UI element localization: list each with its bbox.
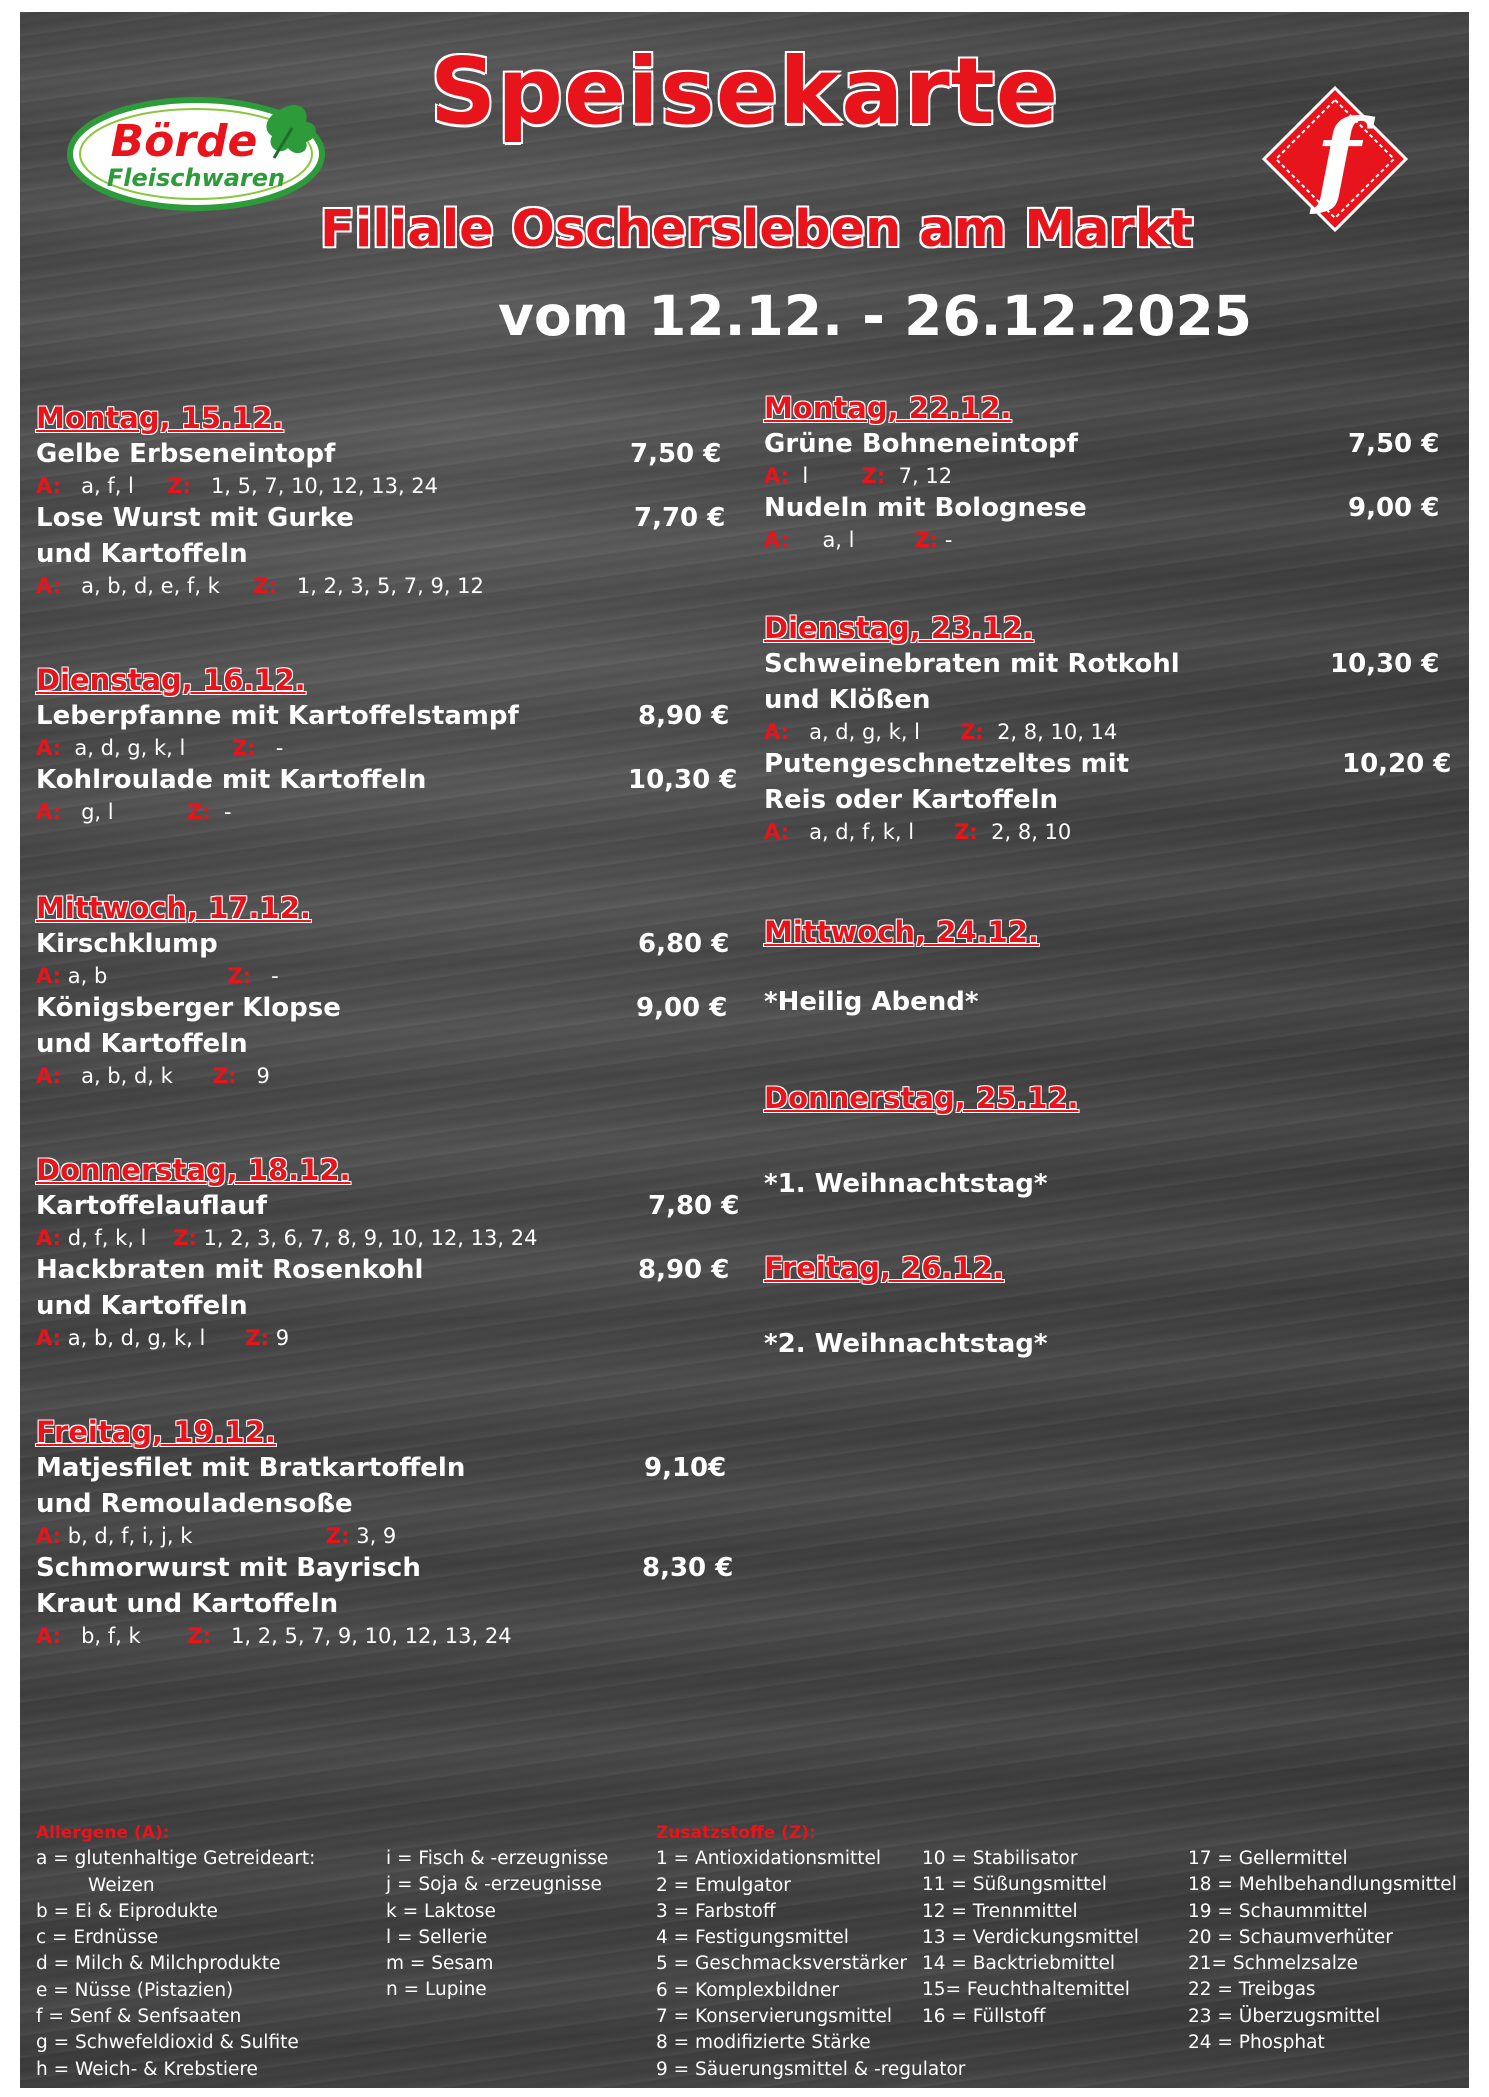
- dish-price: 8,90 €: [638, 701, 730, 731]
- dish-price: 10,30 €: [1330, 649, 1440, 679]
- legend-line: 19 = Schaummittel: [1188, 1900, 1368, 1922]
- legend-line: a = glutenhaltige Getreideart:: [36, 1848, 316, 1870]
- legend-line: 4 = Festigungsmittel: [656, 1927, 849, 1949]
- dish-name: Schweinebraten mit Rotkohl und Klößen: [764, 649, 1180, 715]
- legend-line: 12 = Trennmittel: [922, 1900, 1078, 1922]
- dish-name: Königsberger Klopse und Kartoffeln: [36, 993, 341, 1059]
- dish-name: Kartoffelauflauf: [36, 1191, 268, 1221]
- dish-codes: A: a, d, g, k, l Z: 2, 8, 10, 14: [764, 720, 1118, 744]
- dish-name: Leberpfanne mit Kartoffelstampf: [36, 701, 519, 731]
- day-block: [764, 610, 1464, 846]
- day-block: [36, 1152, 740, 1352]
- dish-price: 8,30 €: [642, 1553, 734, 1583]
- menu-board: [20, 12, 1469, 2088]
- dish: [36, 990, 736, 1062]
- legend-line: j = Soja & -erzeugnisse: [386, 1874, 602, 1896]
- dish-name: Putengeschnetzeltes mit Reis oder Kartoffeln: [764, 749, 1130, 815]
- dish-codes: A: b, f, k Z: 1, 2, 5, 7, 9, 10, 12, 13, 24: [36, 1624, 512, 1648]
- day-title: Mittwoch, 17.12.: [36, 891, 311, 925]
- dish-name: Grüne Bohneneintopf: [764, 429, 1078, 459]
- allergen-codes: a, d, g, k, l: [809, 720, 921, 744]
- legend-line: 8 = modifizierte Stärke: [656, 2032, 871, 2054]
- legend-line: 6 = Komplexbildner: [656, 1979, 839, 2001]
- additive-codes: -: [224, 800, 232, 824]
- legend-line: 17 = Gellermittel: [1188, 1848, 1348, 1869]
- additive-codes: -: [944, 528, 953, 552]
- boerde-logo-text: Börde: [110, 116, 258, 167]
- additive-legend-col2: [922, 1846, 1139, 2030]
- legend-line: f = Senf & Senfsaaten: [36, 2006, 242, 2028]
- holiday-note: *2. Weihnachtstag*: [764, 1329, 1048, 1359]
- legend-line: i = Fisch & -erzeugnisse: [386, 1848, 609, 1869]
- legend-line: 24 = Phosphat: [1188, 2032, 1325, 2054]
- dish: [36, 500, 736, 572]
- date-range: vom 12.12. - 26.12.2025: [498, 284, 1253, 348]
- day-block: [764, 914, 1464, 1020]
- additive-codes: 9: [275, 1326, 290, 1350]
- allergen-legend-col2: [386, 1846, 608, 2004]
- additive-codes: 1, 5, 7, 10, 12, 13, 24: [210, 474, 439, 498]
- allergen-codes: a, d, f, k, l: [809, 820, 915, 844]
- additive-codes: 3, 9: [356, 1524, 397, 1548]
- allergen-legend-title: Allergene (A):: [36, 1823, 170, 1843]
- allergen-codes: a, f, l: [81, 474, 134, 498]
- dish-name: Schmorwurst mit Bayrisch Kraut und Kartoffeln: [36, 1553, 421, 1619]
- f-logo-letter: f: [1315, 96, 1361, 219]
- day-title: Dienstag, 23.12.: [764, 611, 1034, 645]
- legend-line: h = Weich- & Krebstiere: [36, 2058, 258, 2080]
- dish: [36, 1450, 736, 1522]
- additive-codes: 9: [256, 1064, 270, 1088]
- legend-line: 16 = Füllstoff: [922, 2005, 1046, 2027]
- additive-legend-title: Zusatzstoffe (Z):: [656, 1823, 816, 1843]
- legend-line: b = Ei & Eiprodukte: [36, 1900, 218, 1922]
- dish-codes: A: l Z: 7, 12: [764, 464, 953, 488]
- dish: [764, 646, 1464, 718]
- additive-codes: -: [275, 736, 284, 760]
- legend-line: 3 = Farbstoff: [656, 1900, 776, 1922]
- additive-legend-col3: [1188, 1846, 1457, 2056]
- legend-line: g = Schwefeldioxid & Sulfite: [36, 2032, 299, 2054]
- additive-codes: 1, 2, 5, 7, 9, 10, 12, 13, 24: [231, 1624, 512, 1648]
- dish-price: 8,90 €: [638, 1255, 730, 1285]
- dish-codes: A: a, b, d, g, k, l Z: 9: [36, 1326, 290, 1350]
- dish: [36, 698, 736, 734]
- dish-price: 9,00 €: [636, 993, 728, 1023]
- allergen-codes: a, l: [822, 528, 855, 552]
- legend-line: c = Erdnüsse: [36, 1927, 159, 1949]
- legend-line: 7 = Konservierungsmittel: [656, 2006, 893, 2028]
- allergen-codes: a, b: [67, 964, 108, 988]
- dish-price: 9,00 €: [1348, 493, 1440, 523]
- legend-line: 22 = Treibgas: [1188, 1979, 1316, 2001]
- allergen-codes: a, b, d, k: [81, 1064, 173, 1088]
- dish-codes: A: g, l Z: -: [36, 800, 232, 824]
- allergen-codes: a, b, d, e, f, k: [81, 574, 220, 598]
- day-title: Dienstag, 16.12.: [36, 663, 306, 697]
- allergen-codes: g, l: [81, 800, 114, 824]
- legend-line: 2 = Emulgator: [656, 1874, 791, 1896]
- allergen-legend: [36, 1820, 315, 2083]
- legend-line: e = Nüsse (Pistazien): [36, 1979, 234, 2001]
- allergen-codes: a, d, g, k, l: [74, 736, 186, 760]
- dish-name: Matjesfilet mit Bratkartoffeln und Remouladensoße: [36, 1453, 466, 1519]
- day-block: [36, 1414, 736, 1650]
- holiday-note: *Heilig Abend*: [764, 987, 979, 1017]
- allergen-codes: a, b, d, g, k, l: [67, 1326, 206, 1350]
- dish-codes: A: a, b Z: -: [36, 964, 279, 988]
- dish: [36, 1252, 736, 1324]
- dish-name: Kohlroulade mit Kartoffeln: [36, 765, 427, 795]
- day-block: [764, 390, 1464, 554]
- legend-line: 14 = Backtriebmittel: [922, 1953, 1116, 1975]
- additive-codes: -: [271, 964, 279, 988]
- branch-subtitle: Filiale Oschersleben am Markt: [320, 200, 1194, 259]
- dish-name: Hackbraten mit Rosenkohl und Kartoffeln: [36, 1255, 424, 1321]
- dish-codes: A: b, d, f, i, j, k Z: 3, 9: [36, 1524, 397, 1548]
- page-title: Speisekarte: [429, 38, 1060, 145]
- additive-codes: 2, 8, 10: [991, 820, 1072, 844]
- boerde-logo-subtext: Fleischwaren: [106, 164, 286, 192]
- legend-line: 11 = Süßungsmittel: [922, 1874, 1107, 1896]
- additive-codes: 7, 12: [898, 464, 953, 488]
- dish-codes: A: a, l Z: -: [764, 528, 953, 552]
- day-title: Donnerstag, 25.12.: [764, 1081, 1079, 1115]
- allergen-codes: b, d, f, i, j, k: [67, 1524, 193, 1548]
- day-title: Freitag, 26.12.: [764, 1251, 1004, 1285]
- legend-line: n = Lupine: [386, 1979, 487, 2001]
- dish-price: 7,70 €: [634, 503, 726, 533]
- day-block: [764, 1080, 1464, 1202]
- allergen-codes: b, f, k: [81, 1624, 141, 1648]
- dish-codes: A: d, f, k, l Z: 1, 2, 3, 6, 7, 8, 9, 10, 12, 13, 24: [36, 1226, 538, 1250]
- dish: [764, 490, 1464, 526]
- day-title: Donnerstag, 18.12.: [36, 1153, 351, 1187]
- dish-name: Lose Wurst mit Gurke und Kartoffeln: [36, 503, 354, 569]
- dish-codes: A: a, d, f, k, l Z: 2, 8, 10: [764, 820, 1072, 844]
- dish: [764, 426, 1464, 462]
- additive-codes: 1, 2, 3, 6, 7, 8, 9, 10, 12, 13, 24: [203, 1226, 538, 1250]
- day-block: [764, 1250, 1464, 1362]
- dish-codes: A: a, b, d, k Z: 9: [36, 1064, 270, 1088]
- day-title: Mittwoch, 24.12.: [764, 915, 1039, 949]
- legend-line: m = Sesam: [386, 1953, 494, 1975]
- legend-line: l = Sellerie: [386, 1926, 488, 1948]
- allergen-codes: d, f, k, l: [67, 1226, 147, 1250]
- dish-name: Gelbe Erbseneintopf: [36, 439, 336, 469]
- day-block: [36, 400, 736, 600]
- dish-codes: A: a, f, l Z: 1, 5, 7, 10, 12, 13, 24: [36, 474, 439, 498]
- legend-line: 1 = Antioxidationsmittel: [656, 1848, 881, 1870]
- dish: [36, 762, 736, 798]
- dish-price: 9,10€: [644, 1453, 727, 1483]
- legend-line: 13 = Verdickungsmittel: [922, 1926, 1139, 1948]
- dish: [36, 436, 736, 472]
- dish-price: 10,30 €: [628, 765, 738, 795]
- legend-line: 18 = Mehlbehandlungsmittel: [1188, 1874, 1457, 1896]
- day-title: Freitag, 19.12.: [36, 1415, 276, 1449]
- dish: [36, 926, 736, 962]
- day-title: Montag, 15.12.: [36, 401, 284, 435]
- legend-line: 20 = Schaumverhüter: [1188, 1926, 1393, 1948]
- dish: [36, 1188, 740, 1224]
- dish-codes: A: a, b, d, e, f, k Z: 1, 2, 3, 5, 7, 9, 12: [36, 574, 484, 598]
- legend-line: 5 = Geschmacksverstärker: [656, 1953, 907, 1975]
- additive-codes: 1, 2, 3, 5, 7, 9, 12: [296, 574, 484, 598]
- day-block: [36, 890, 736, 1090]
- dish-price: 7,80 €: [648, 1191, 740, 1221]
- legend-line: d = Milch & Milchprodukte: [36, 1953, 281, 1975]
- legend-line: 9 = Säuerungsmittel & -regulator: [656, 2058, 966, 2080]
- legend-line: 21= Schmelzsalze: [1188, 1953, 1359, 1975]
- day-block: [36, 662, 736, 826]
- dish-price: 6,80 €: [638, 929, 730, 959]
- holiday-note: *1. Weihnachtstag*: [764, 1169, 1048, 1199]
- dish: [764, 746, 1464, 818]
- dish-price: 7,50 €: [630, 439, 722, 469]
- legend-line: 15= Feuchthaltemittel: [922, 1979, 1130, 2001]
- dish: [36, 1550, 736, 1622]
- legend-line: Weizen: [88, 1874, 155, 1896]
- day-title: Montag, 22.12.: [764, 391, 1012, 425]
- additive-legend: [656, 1820, 965, 2083]
- legend-line: 10 = Stabilisator: [922, 1848, 1078, 1869]
- dish-price: 7,50 €: [1348, 429, 1440, 459]
- legend-line: 23 = Überzugsmittel: [1188, 2005, 1381, 2027]
- dish-name: Kirschklump: [36, 929, 218, 959]
- additive-codes: 2, 8, 10, 14: [997, 720, 1118, 744]
- allergen-codes: l: [802, 464, 809, 488]
- dish-codes: A: a, d, g, k, l Z: -: [36, 736, 284, 760]
- legend-line: k = Laktose: [386, 1900, 496, 1922]
- dish-price: 10,20 €: [1342, 749, 1452, 779]
- dish-name: Nudeln mit Bolognese: [764, 493, 1087, 523]
